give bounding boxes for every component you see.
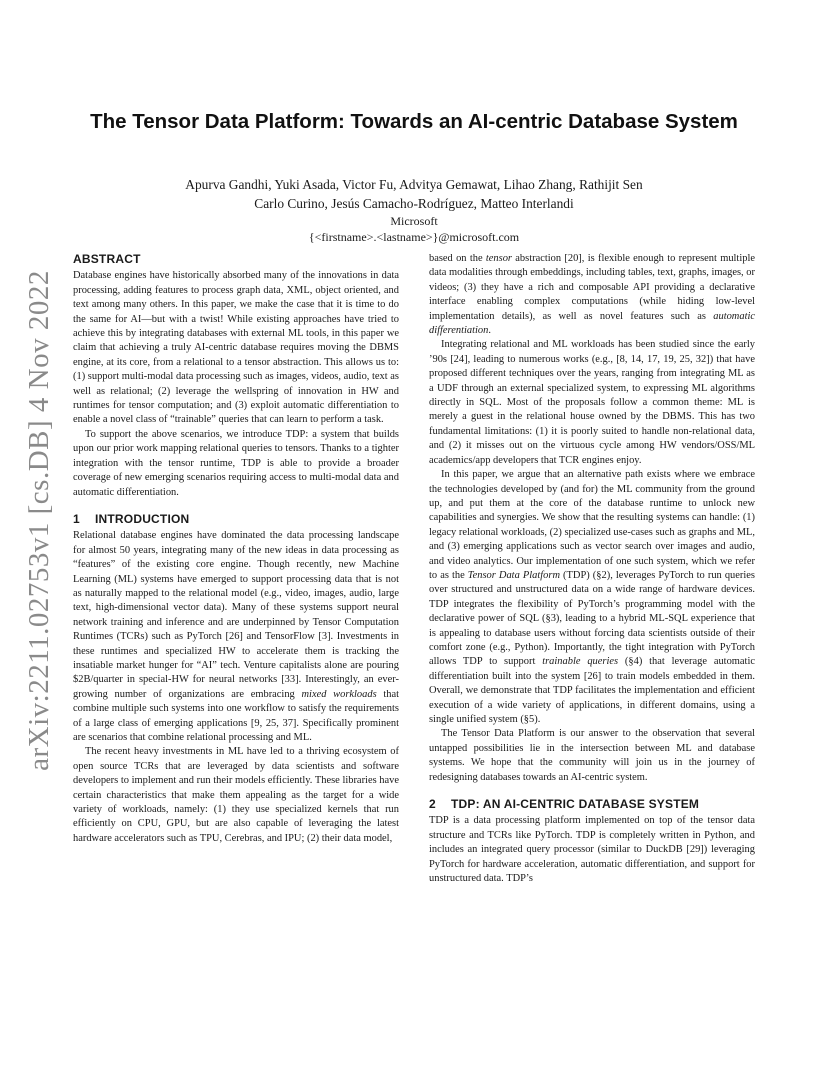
text-run: abstraction [20], is flexible enough to represent multiple data modalities through embeddings, including tables, text, graphs, images, or videos; (3) they have a rich and composable API providing a declarative interface enabling complex computations (while hiding low-level implementation details), as well as novel features such as — [429, 253, 755, 322]
affiliation: Microsoft — [390, 214, 438, 228]
body-paragraph — [429, 252, 755, 338]
text-run: that combine multiple such systems into one workflow to satisfy the requirements of a large class of emerging applications [9, 25, 37]. Specifically prominent are scenarios that combine relational processing and ML. — [73, 688, 400, 743]
abstract-heading: ABSTRACT — [73, 252, 141, 266]
emphasis-text: trainable queries — [542, 656, 619, 668]
abstract-paragraph: To support the above scenarios, we introduce TDP: a system that builds upon our prior work mapping relational queries to tensors. Thanks to a tighter integration with the tensor runtime, TDP is able to provide a broader coverage of new emerging scenarios requiring access to multi-modal data and automatic differentiation. — [73, 428, 399, 498]
body-paragraph — [429, 468, 755, 727]
text-run: (§4) that leverage automatic differentiation built into the system [26] to train models embedded in them. Overall, we demonstrate that TDP facilitates the implementation and efficient execution of a wide variety of applications, in different domains, using a single unified system (§5). — [429, 656, 755, 725]
text-run: In this paper, we argue that an alternative path exists where we embrace the technologies developed by (and for) the ML community from the ground up, and put them at the core of the database runtime to unlock new capabilities and synergies. We show that the resulting systems can handle: (1) legacy relational workloads, (2) specialized use-cases such as graphs and ML, and (3) emerging applications such as vector search over images and audio, and video analytics. Our implementation of one such system, which we refer to as the — [429, 469, 755, 581]
body-paragraph — [73, 529, 399, 745]
body-paragraph: The Tensor Data Platform is our answer to the observation that several untapped possibilities lie in the intersection between ML and database systems. We hope that the community will join us in the journey of redesigning databases towards an AI-centric system. — [429, 728, 755, 783]
author-block — [80, 175, 748, 245]
text-run: Relational database engines have dominated the data processing landscape for almost 50 years, integrating many of the new ideas in data processing as “features” of the existing core engine. Though recently, new Machine Learning (ML) systems have emerged to support processing data that is not as naturally mapped to the relational model (e.g., video, images, audio, large text, high-dimensional vector data). Many of these systems support neural network training and inference and are underpinned by Tensor Computation Runtimes (TCRs) such as PyTorch [26] and TensorFlow [3]. Investments in these runtimes and specialized HW to accelerate them is tracking the insatiable market hunger for “AI” tech. Venture capitalists alone are pouring $2B/quarter in special-HW for neural networks [33]. Interestingly, an ever-growing number of organizations are embracing — [73, 530, 399, 700]
body-paragraph: The recent heavy investments in ML have led to a thriving ecosystem of open source TCRs that are leveraged by data scientists and software developers to implement and run their models efficiently. These libraries have certain characteristics that make them appealing as the target for a wide variety of workloads, namely: (1) they use specialized kernels that run efficiently on CPU, GPU, but are also capable of leveraging the latest hardware accelerators such as TPU, Cerebras, and IPU; (2) their data model, — [73, 746, 399, 844]
emphasis-text: mixed workloads — [301, 688, 377, 700]
text-run: based on the — [429, 253, 486, 264]
author-list-line-1: Apurva Gandhi, Yuki Asada, Victor Fu, Advitya Gemawat, Lihao Zhang, Rathijit Sen — [185, 177, 643, 192]
text-run: (TDP) (§2), leverages PyTorch to run queries over structured and unstructured data on a wide range of hardware devices. TDP integrates the flexibility of PyTorch’s programming model with the declarative power of SQL (§3), leading to a hybrid ML-SQL experience that is appealing to database users without forcing data scientists outside of their comfort zone (e.g., Python). Importantly, the tight integration with PyTorch allows TDP to support — [429, 569, 755, 668]
body-paragraph: Integrating relational and ML workloads has been studied since the early ’90s [24], leading to numerous works (e.g., [8, 14, 17, 19, 25, 32]) that have proposed different techniques over the years, ranging from integrating ML as a UDF through an external specialized system, to expressing ML algorithms directly in SQL. Most of the proposals follow a common theme: ML is merely a guest in the relational house owned by the DBMS. This has two fundamental limitations: (1) it is poorly suited to handle non-relational data, and (2) it misses out on the virtuous cycle among HW vendors/OSS/ML academics/app developers that TCR engines enjoy. — [429, 339, 755, 466]
emphasis-text: automatic differentiation — [429, 310, 755, 337]
section-title: TDP: AN AI-CENTRIC DATABASE SYSTEM — [451, 797, 700, 812]
section-title: INTRODUCTION — [95, 511, 190, 526]
right-column — [429, 252, 755, 886]
author-email: {<firstname>.<lastname>}@microsoft.com — [308, 230, 520, 244]
author-list-line-2: Carlo Curino, Jesús Camacho-Rodríguez, Matteo Interlandi — [254, 196, 574, 211]
abstract-paragraph: Database engines have historically absorbed many of the innovations in data processing, adding features to process graph data, XML, object oriented, and text among many others. In this paper, we make the case that it is time to do the same for AI—but with a twist! While existing approaches have tried to achieve this by integrating databases with external ML tools, in this paper we claim that achieving a truly AI-centric database requires moving the DBMS engine, at its core, from a relational to a tensor abstraction. This allows us to: (1) support multi-modal data processing such as images, videos, audio, text as well as relational; (2) leverage the wellspring of innovation in HW and runtimes for tensor computation; and (3) exploit automatic differentiation to enable a novel class of “trainable” queries that can learn to perform a task. — [73, 270, 399, 426]
section-heading-tdp — [429, 797, 755, 811]
text-run: . — [488, 325, 491, 337]
emphasis-text: Tensor Data Platform — [467, 569, 560, 581]
paper-title: The Tensor Data Platform: Towards an AI-centric Database System — [90, 110, 738, 133]
section-number: 2 — [429, 797, 436, 812]
arxiv-identifier — [14, 269, 64, 771]
left-column — [73, 252, 399, 846]
arxiv-identifier-text: arXiv:2211.02753v1 [cs.DB] 4 Nov 2022 — [22, 269, 55, 771]
emphasis-text: tensor — [485, 253, 512, 264]
section-heading-introduction — [73, 512, 399, 526]
section-number: 1 — [73, 511, 80, 526]
body-paragraph: TDP is a data processing platform implemented on top of the tensor data structure and TCRs like PyTorch. TDP is completely written in Python, and includes an integrated query processor (similar to DuckDB [29]) leveraging PyTorch for hardware acceleration, automatic differentiation, and support for unstructured data. TDP’s — [429, 815, 755, 885]
